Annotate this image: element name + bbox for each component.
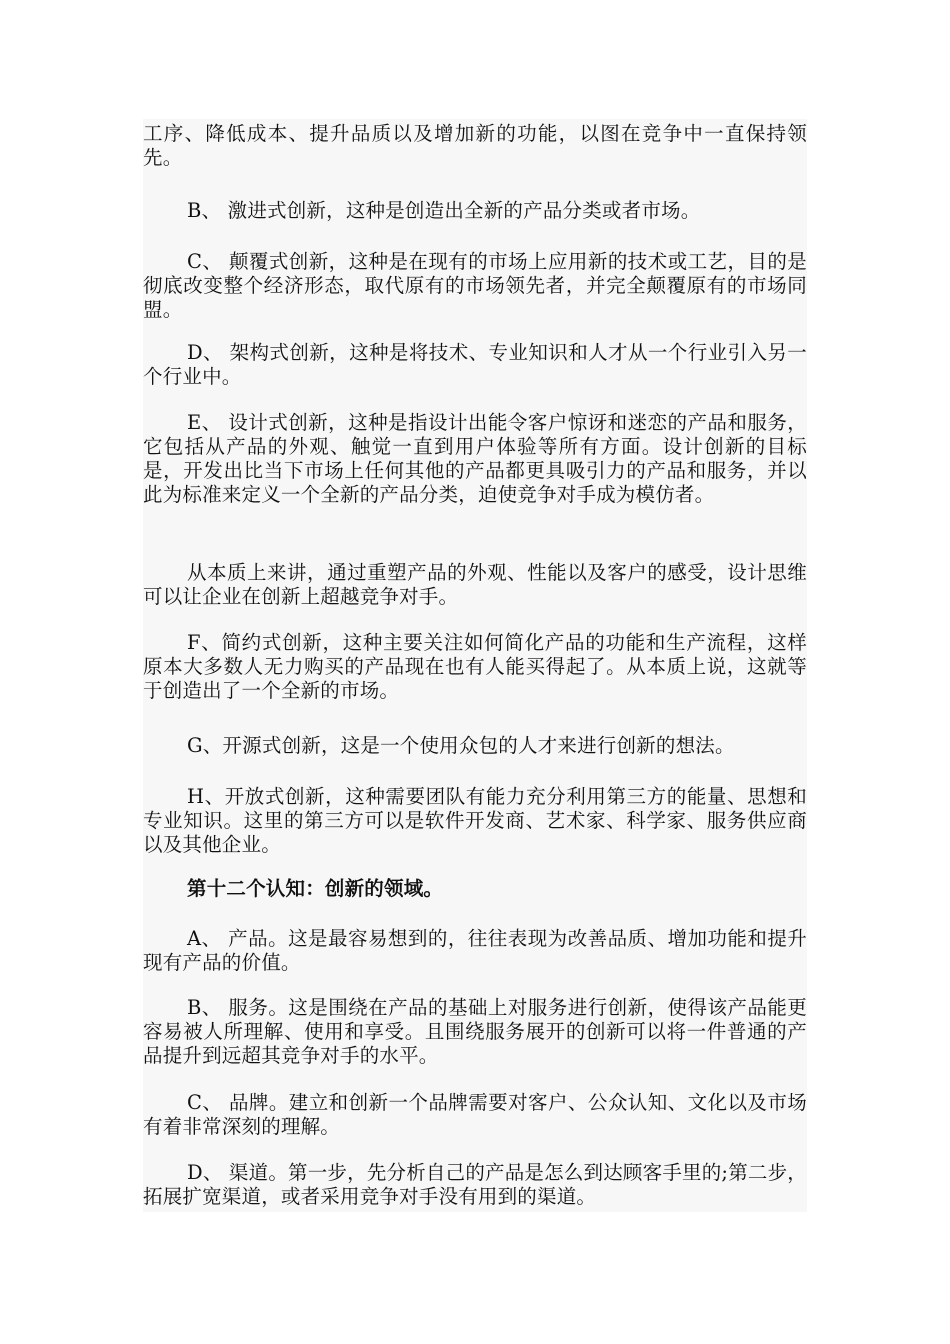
section-heading: 第十二个认知：创新的领域。 <box>187 877 444 900</box>
paragraph-a-product: A、 产品。这是最容易想到的，往往表现为改善品质、增加功能和提升现有产品的价值。 <box>143 927 807 974</box>
paragraph-d-channel: D、 渠道。第一步，先分析自己的产品是怎么到达顾客手里的;第二步，拓展扩宽渠道，或者采用竞争对手没有用到的渠道。 <box>143 1161 808 1208</box>
paragraph-c-disruptive: C、 颠覆式创新，这种是在现有的市场上应用新的技术或工艺，目的是彻底改变整个经济形态，取代原有的市场领先者，并完全颠覆原有的市场同盟。 <box>143 250 807 321</box>
paragraph-h-open: H、开放式创新，这种需要团队有能力充分利用第三方的能量、思想和专业知识。这里的第三方可以是软件开发商、艺术家、科学家、服务供应商以及其他企业。 <box>143 785 807 856</box>
paragraph-f-frugal: F、简约式创新，这种主要关注如何简化产品的功能和生产流程，这样原本大多数人无力购买的产品现在也有人能买得起了。从本质上说，这就等于创造出了一个全新的市场。 <box>143 631 807 702</box>
paragraph-b-radical: B、 激进式创新，这种是创造出全新的产品分类或者市场。 <box>187 199 701 222</box>
document-body <box>143 119 807 1212</box>
paragraph-d-architectural: D、 架构式创新，这种是将技术、专业知识和人才从一个行业引入另一个行业中。 <box>143 341 807 388</box>
paragraph-g-open-source: G、开源式创新，这是一个使用众包的人才来进行创新的想法。 <box>187 734 735 757</box>
paragraph-c-brand: C、 品牌。建立和创新一个品牌需要对客户、公众认知、文化以及市场有着非常深刻的理解。 <box>143 1091 807 1138</box>
paragraph-b-service: B、 服务。这是围绕在产品的基础上对服务进行创新，使得该产品能更容易被人所理解、使用和享受。且围绕服务展开的创新可以将一件普通的产品提升到远超其竞争对手的水平。 <box>143 996 807 1067</box>
paragraph-e-design: E、 设计式创新，这种是指设计出能令客户惊讶和迷恋的产品和服务，它包括从产品的外观、触觉一直到用户体验等所有方面。设计创新的目标是，开发出比当下市场上任何其他的产品都更具吸引力的产品和服务，并以此为标准来定义一个全新的产品分类，迫使竞争对手成为模仿者。 <box>143 411 807 506</box>
paragraph-continuation: 工序、降低成本、提升品质以及增加新的功能，以图在竞争中一直保持领先。 <box>143 122 807 169</box>
paragraph-essence: 从本质上来讲，通过重塑产品的外观、性能以及客户的感受，设计思维可以让企业在创新上超越竞争对手。 <box>143 561 807 608</box>
